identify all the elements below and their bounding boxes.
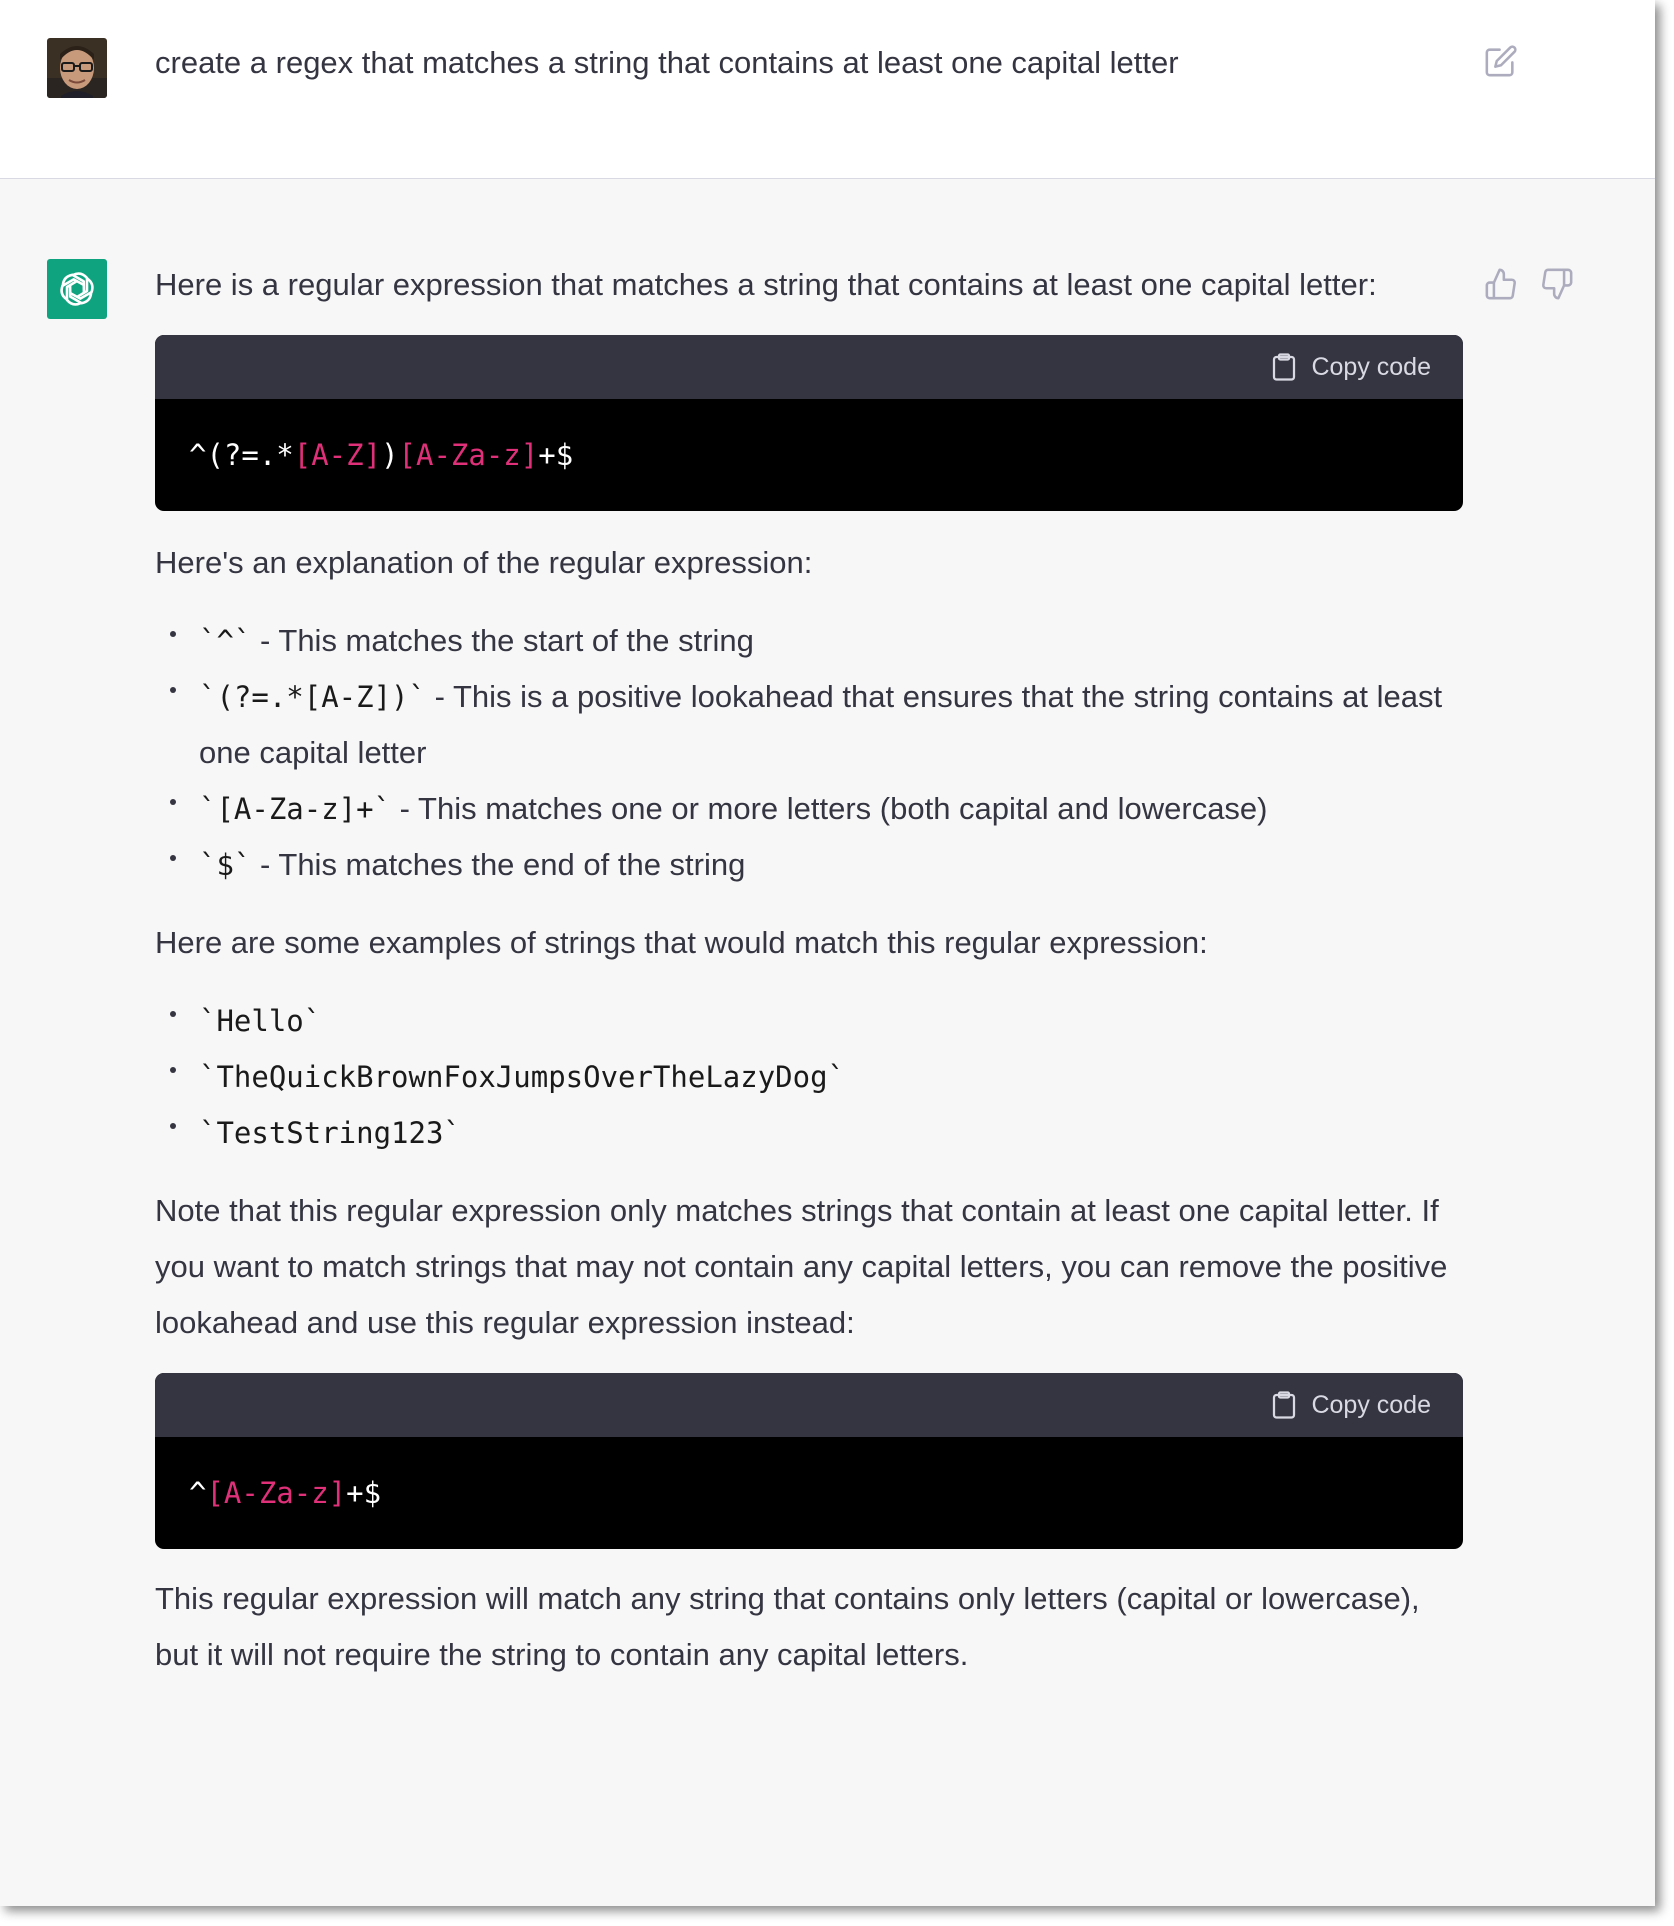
code-block-1: [155, 335, 1463, 511]
assistant-message-row: [0, 179, 1655, 1906]
code-inline: `TheQuickBrownFoxJumpsOverTheLazyDog`: [199, 1060, 846, 1094]
explanation-item: [155, 837, 1465, 893]
code-token-class: [A-Z]: [293, 438, 382, 472]
user-avatar: [47, 38, 107, 98]
copy-code-button[interactable]: [1271, 1387, 1431, 1423]
explanation-item: [155, 613, 1465, 669]
explanation-item: [155, 781, 1465, 837]
code-inline: `TestString123`: [199, 1116, 461, 1150]
code-content: [155, 1437, 1463, 1549]
user-message-row: [0, 0, 1655, 179]
copy-code-button[interactable]: [1271, 349, 1431, 385]
closing-paragraph: This regular expression will match any string that contains only letters (capital or lowercase), but it will not require the string to contain any capital letters.: [155, 1581, 1420, 1672]
examples-list: [155, 993, 1465, 1161]
code-block-header: [155, 335, 1463, 399]
explanation-text: - This matches the end of the string: [251, 847, 746, 882]
clipboard-icon: [1271, 352, 1297, 382]
code-block-2: [155, 1373, 1463, 1549]
example-item: [155, 1049, 1465, 1105]
code-inline: `[A-Za-z]+`: [199, 792, 392, 826]
thumbs-up-icon[interactable]: [1484, 267, 1518, 301]
user-message-text: create a regex that matches a string that contains at least one capital letter: [155, 45, 1179, 80]
explanation-list: [155, 613, 1465, 893]
intro-paragraph: Here is a regular expression that matches a string that contains at least one capital letter:: [155, 267, 1377, 302]
copy-code-label: Copy code: [1311, 353, 1431, 381]
code-token: ^(?=.*: [189, 438, 294, 472]
note-paragraph: Note that this regular expression only matches strings that contain at least one capital letter. If you want to match strings that may not contain any capital letters, you can remove the positive lookahead and use this regular expression instead:: [155, 1193, 1448, 1340]
code-token: +$: [538, 438, 574, 472]
code-token: ^: [189, 1476, 207, 1510]
thumbs-down-icon[interactable]: [1540, 267, 1574, 301]
assistant-avatar: [47, 259, 107, 319]
example-item: [155, 993, 1465, 1049]
clipboard-icon: [1271, 1390, 1297, 1420]
code-token-class: [A-Za-z]: [398, 438, 539, 472]
user-photo-icon: [47, 38, 107, 98]
openai-logo-icon: [57, 269, 97, 309]
explanation-heading: Here's an explanation of the regular expression:: [155, 545, 813, 580]
explanation-text: - This matches one or more letters (both capital and lowercase): [391, 791, 1268, 826]
code-inline: `^`: [199, 624, 252, 658]
explanation-text: - This is a positive lookahead that ensures that the string contains at least one capital letter: [199, 679, 1443, 770]
code-token-class: [A-Za-z]: [206, 1476, 347, 1510]
code-content: [155, 399, 1463, 511]
code-token: +$: [346, 1476, 382, 1510]
copy-code-label: Copy code: [1311, 1391, 1431, 1419]
code-inline: `(?=.*[A-Z])`: [199, 680, 426, 714]
code-block-header: [155, 1373, 1463, 1437]
explanation-item: [155, 669, 1465, 781]
code-token: ): [381, 438, 399, 472]
examples-heading: Here are some examples of strings that would match this regular expression:: [155, 925, 1208, 960]
edit-icon[interactable]: [1484, 44, 1518, 78]
assistant-message-content: [155, 257, 1465, 1683]
code-inline: `Hello`: [199, 1004, 322, 1038]
code-inline: `$`: [199, 848, 252, 882]
explanation-text: - This matches the start of the string: [251, 623, 754, 658]
example-item: [155, 1105, 1465, 1161]
